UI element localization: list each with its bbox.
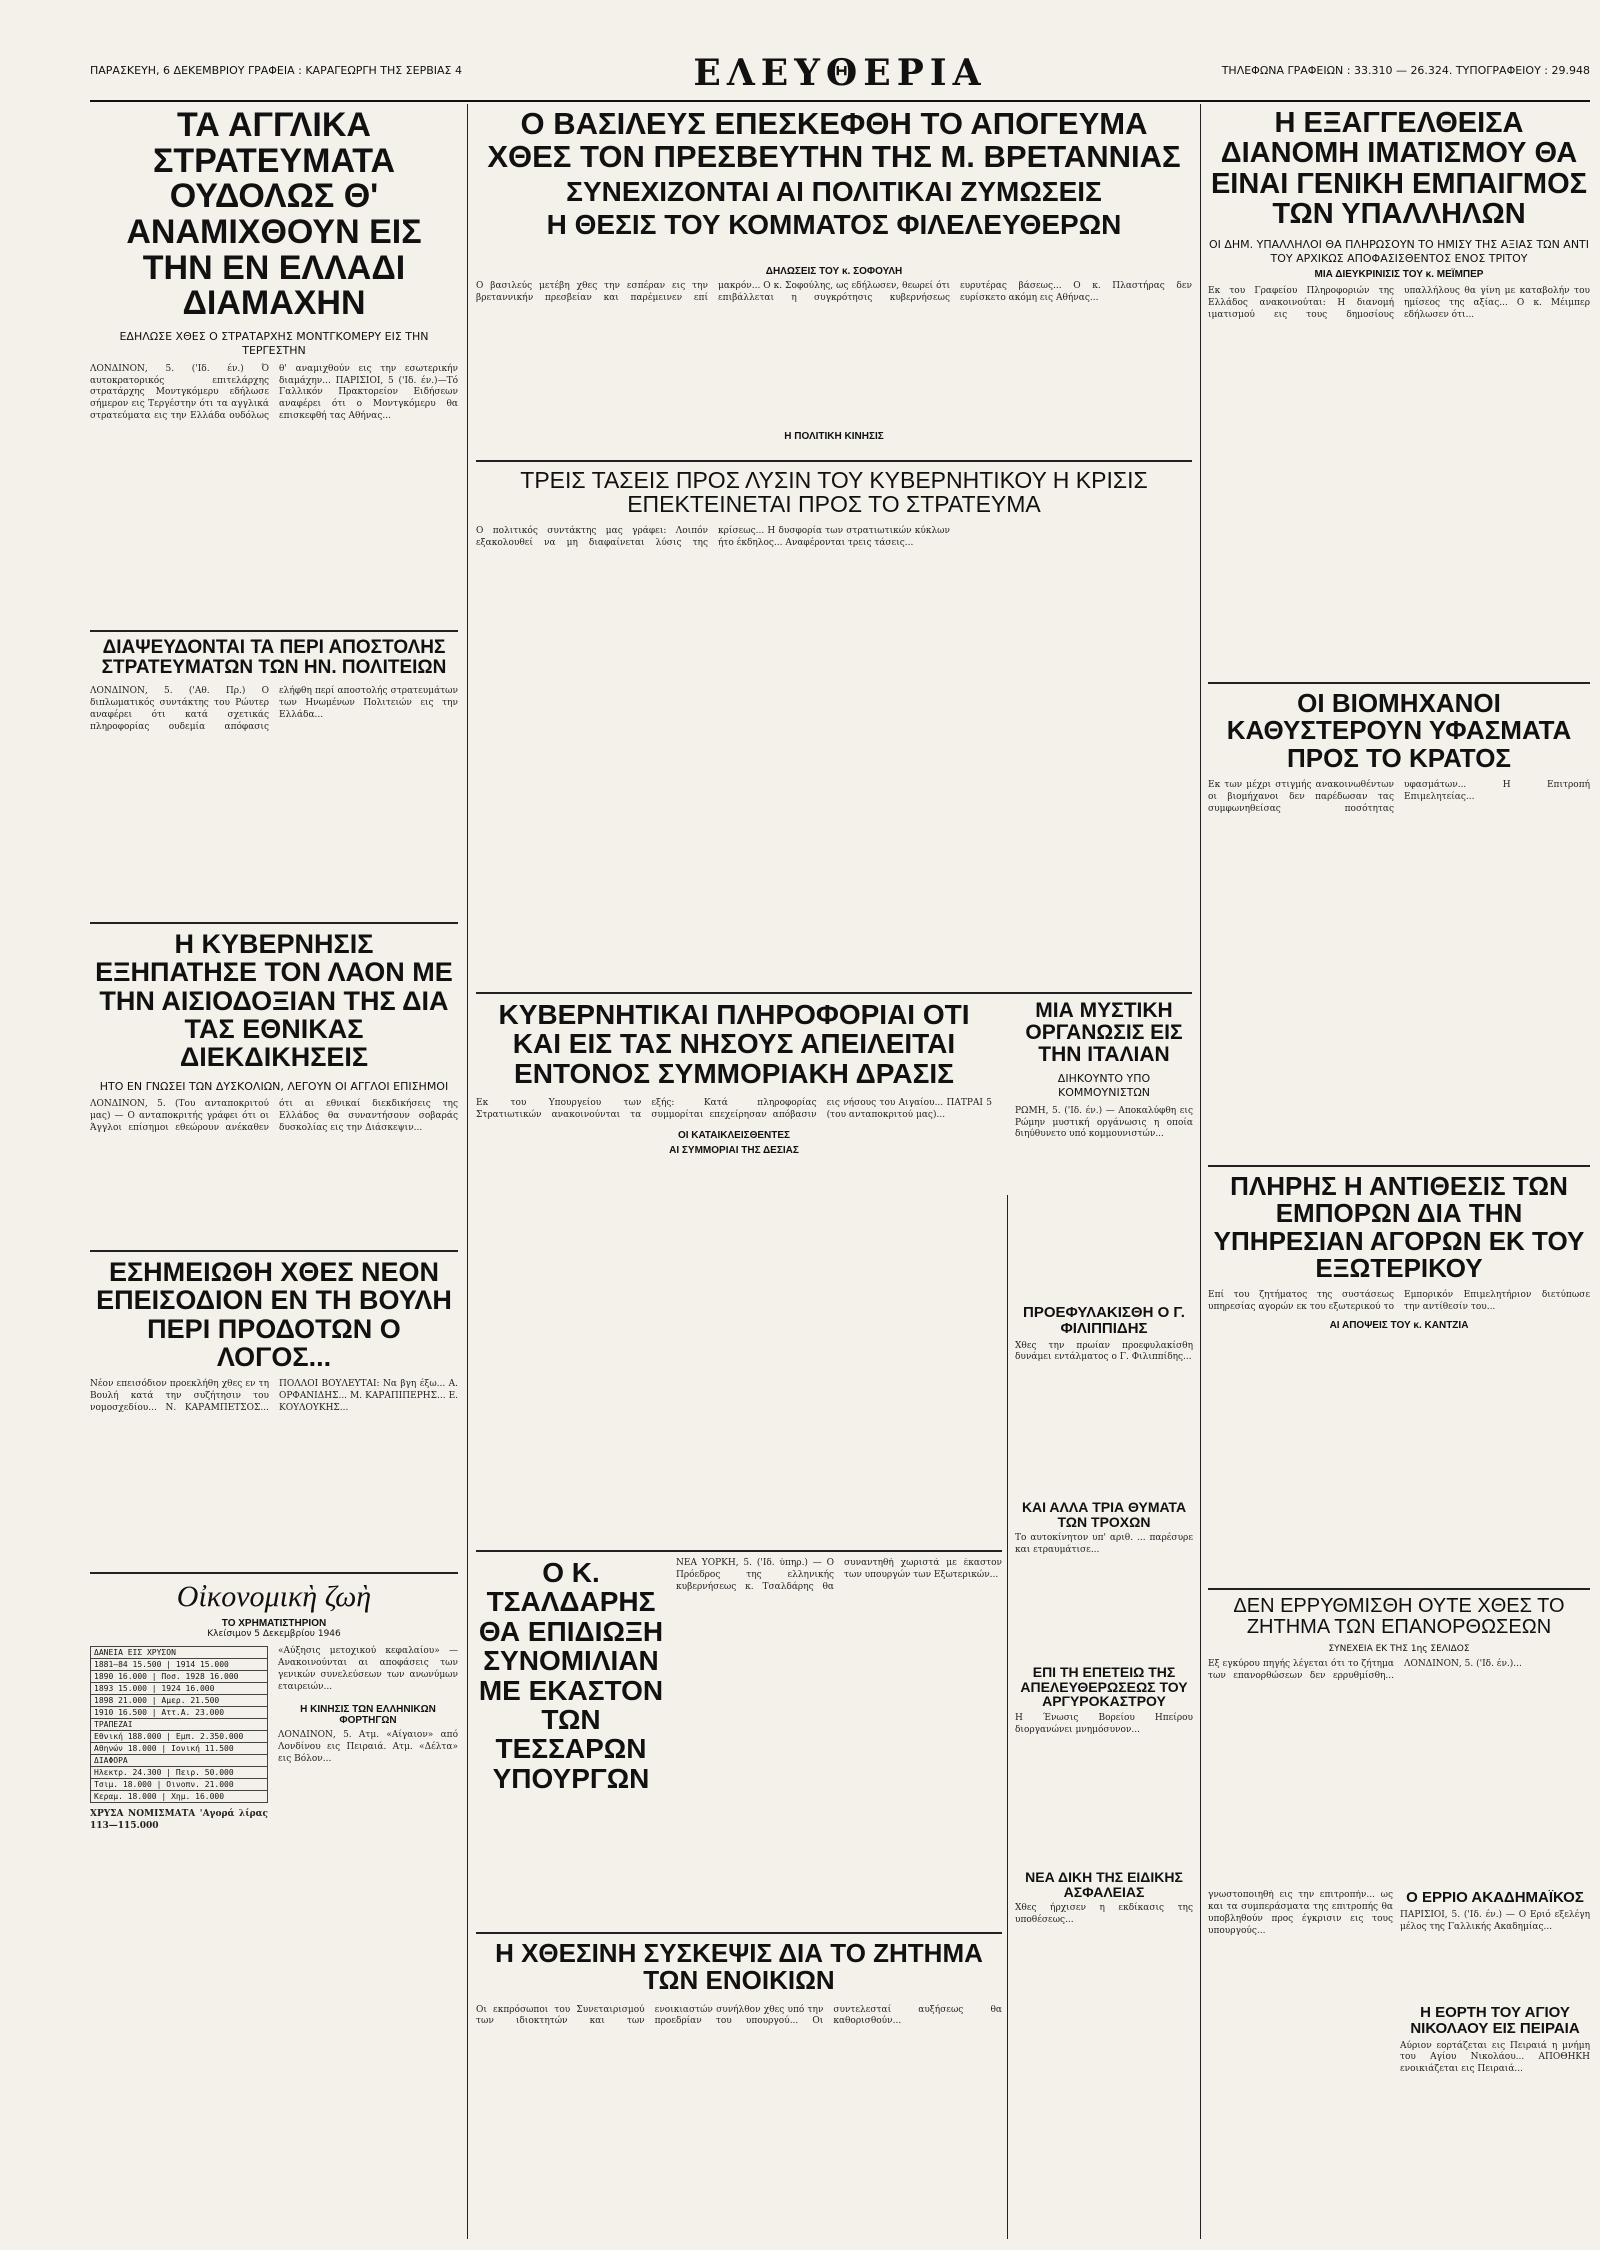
headline: ΚΑΙ ΑΛΛΑ ΤΡΙΑ ΘΥΜΑΤΑ ΤΩΝ ΤΡΟΧΩΝ	[1021, 1500, 1187, 1530]
article-body: Επί του ζητήματος της συστάσεως υπηρεσίας αγορών εκ του εξωτερικού το Εμπορικόν Επιμελητήριον διετύπωσε την αντίθεσίν του...	[1208, 1290, 1590, 1313]
headline: ΚΥΒΕΡΝΗΤΙΚΑΙ ΠΛΗΡΟΦΟΡΙΑΙ ΟΤΙ ΚΑΙ ΕΙΣ ΤΑΣ ΝΗΣΟΥΣ ΑΠΕΙΛΕΙΤΑΙ ΕΝΤΟΝΟΣ ΣΥΜΜΟΡΙΑΚΗ ΔΡΑΣΙΣ	[498, 1000, 970, 1089]
article-industrialists	[1208, 690, 1590, 1160]
article-parliament-incident	[90, 1258, 458, 1568]
table-row: Τσιμ. 18.000 | Οινοπν. 21.000	[91, 1779, 268, 1791]
caption: Η ΠΟΛΙΤΙΚΗ ΚΙΝΗΣΙΣ	[784, 431, 884, 442]
divider	[476, 1550, 1002, 1552]
headline: Η ΚΥΒΕΡΝΗΣΙΣ ΕΞΗΠΑΤΗΣΕ ΤΟΝ ΛΑΟΝ ΜΕ ΤΗΝ ΑΙΣΙΟΔΟΞΙΑΝ ΤΗΣ ΔΙΑ ΤΑΣ ΕΘΝΙΚΑΣ ΔΙΕΚΔΙΚΗΣΕΙΣ	[95, 930, 453, 1073]
article-secret-organization	[1015, 1000, 1193, 1300]
continuation-note: ΣΥΝΕΧΕΙΑ ΕΚ ΤΗΣ 1ης ΣΕΛΙΔΟΣ	[1328, 1644, 1470, 1654]
article-body: Οι εκπρόσωποι του Συνεταιρισμού των ιδιοκτητών και των ενοικιαστών συνήλθον χθες υπό την προεδρίαν του υπουργού... Οι συντελεσταί αυξήσεως θα καθορισθούν...	[476, 2004, 1002, 2027]
article-clothing-distribution	[1208, 108, 1590, 678]
article-body: Εκ των μέχρι στιγμής ανακοινωθέντων οι βιομήχανοι δεν παρέδωσαν τας συμφωνηθείσας ποσότητας υφασμάτων... Η Επιτροπή Επιμελητείας...	[1208, 779, 1590, 814]
headline: Η ΧΘΕΣΙΝΗ ΣΥΣΚΕΨΙΣ ΔΙΑ ΤΟ ΖΗΤΗΜΑ ΤΩΝ ΕΝΟΙΚΙΩΝ	[495, 1940, 983, 1996]
table-header: ΤΡΑΠΕΖΑΙ	[91, 1719, 268, 1731]
divider	[90, 1572, 458, 1574]
table-header: ΔΑΝΕΙΑ ΕΙΣ ΧΡΥΣΟΝ	[91, 1647, 268, 1659]
table-row: 1893 15.000 | 1924 16.000	[91, 1683, 268, 1695]
headline: ΠΛΗΡΗΣ Η ΑΝΤΙΘΕΣΙΣ ΤΩΝ ΕΜΠΟΡΩΝ ΔΙΑ ΤΗΝ ΥΠΗΡΕΣΙΑΝ ΑΓΟΡΩΝ ΕΚ ΤΟΥ ΕΞΩΤΕΡΙΚΟΥ	[1213, 1173, 1585, 1283]
caption: ΑΙ ΣΥΜΜΟΡΙΑΙ ΤΗΣ ΔΕΣΙΑΣ	[669, 1144, 799, 1156]
loans-table	[90, 1646, 268, 1803]
article-body: Αύριον εορτάζεται εις Πειραιά η μνήμη του Αγίου Νικολάου... ΑΠΟΘΗΚΗ ενοικιάζεται εις Πειραιά...	[1400, 2040, 1590, 2075]
headline: ΤΡΕΙΣ ΤΑΣΕΙΣ ΠΡΟΣ ΛΥΣΙΝ ΤΟΥ ΚΥΒΕΡΝΗΤΙΚΟΥ Η ΚΡΙΣΙΣ ΕΠΕΚΤΕΙΝΕΤΑΙ ΠΡΟΣ ΤΟ ΣΤΡΑΤΕΥΜΑ	[520, 468, 1148, 518]
newspaper-title: ΕΛΕΥΘΕΡΙΑ	[693, 52, 987, 94]
subheadline: ΕΔΗΛΩΣΕ ΧΘΕΣ Ο ΣΤΡΑΤΑΡΧΗΣ ΜΟΝΤΓΚΟΜΕΡΥ ΕΙΣ ΤΗΝ ΤΕΡΓΕΣΤΗΝ	[119, 330, 429, 357]
divider	[476, 1932, 1002, 1934]
article-us-troops	[90, 638, 458, 918]
headline: ΕΣΗΜΕΙΩΘΗ ΧΘΕΣ ΝΕΟΝ ΕΠΕΙΣΟΔΙΟΝ ΕΝ ΤΗ ΒΟΥΛΗ ΠΕΡΙ ΠΡΟΔΟΤΩΝ Ο ΛΟΓΟΣ...	[96, 1258, 452, 1373]
article-merchants-opposition	[1208, 1173, 1590, 1583]
article-body: ΠΑΡΙΣΙΟΙ, 5. ('Ιδ. έν.) — Ο Εριό εξελέγη μέλος της Γαλλικής Ακαδημίας...	[1400, 1909, 1590, 1932]
headline: ΕΠΙ ΤΗ ΕΠΕΤΕΙΩ ΤΗΣ ΑΠΕΛΕΥΘΕΡΩΣΕΩΣ ΤΟΥ ΑΡΓΥΡΟΚΑΣΤΡΟΥ	[1020, 1665, 1188, 1710]
divider	[476, 992, 1192, 994]
headline: Ο Κ. ΤΣΑΛΔΑΡΗΣ ΘΑ ΕΠΙΔΙΩΞΗ ΣΥΝΟΜΙΛΙΑΝ ΜΕ ΕΚΑΣΤΟΝ ΤΩΝ ΤΕΣΣΑΡΩΝ ΥΠΟΥΡΓΩΝ	[478, 1558, 664, 1794]
table-row: Εθνική 188.000 | Εμπ. 2.350.000	[91, 1731, 268, 1743]
table-row: 1890 16.000 | Ποσ. 1928 16.000	[91, 1671, 268, 1683]
headline: ΟΙ ΒΙΟΜΗΧΑΝΟΙ ΚΑΘΥΣΤΕΡΟΥΝ ΥΦΑΣΜΑΤΑ ΠΡΟΣ ΤΟ ΚΡΑΤΟΣ	[1226, 690, 1572, 773]
caption: ΜΙΑ ΔΙΕΥΚΡΙΝΙΣΙΣ ΤΟΥ κ. ΜΕΪΜΠΕΡ	[1314, 269, 1484, 281]
article-tsaldaris	[476, 1558, 1002, 1928]
headline: ΜΙΑ ΜΥΣΤΙΚΗ ΟΡΓΑΝΩΣΙΣ ΕΙΣ ΤΗΝ ΙΤΑΛΙΑΝ	[1025, 1000, 1183, 1067]
headline: Η ΕΞΑΓΓΕΛΘΕΙΣΑ ΔΙΑΝΟΜΗ ΙΜΑΤΙΣΜΟΥ ΘΑ ΕΙΝΑΙ ΓΕΝΙΚΗ ΕΜΠΑΙΓΜΟΣ ΤΩΝ ΥΠΑΛΛΗΛΩΝ	[1210, 108, 1588, 231]
divider	[90, 922, 458, 924]
divider	[1208, 1165, 1590, 1167]
article-body: ΡΩΜΗ, 5. ('Ιδ. έν.) — Αποκαλύφθη εις Ρώμην μυστική οργάνωσις η οποία διηύθυνετο υπό κομμουνιστών...	[1015, 1105, 1193, 1140]
article-body: ΛΟΝΔΙΝΟΝ, 5. (Του ανταποκριτού μας) — Ο ανταποκριτής γράφει ότι οι Άγγλοι επίσημοι εθεώρουν ανέκαθεν ότι αι εθνικαί διεκδικήσεις της Ελλάδος θα συναντήσουν σοβαράς δυσκολίας εις την Διάσκεψιν...	[90, 1099, 458, 1134]
table-row: Αθηνών 18.000 | Ιονική 11.500	[91, 1743, 268, 1755]
divider	[1208, 1588, 1590, 1590]
headline: ΔΕΝ ΕΡΡΥΘΜΙΣΘΗ ΟΥΤΕ ΧΘΕΣ ΤΟ ΖΗΤΗΜΑ ΤΩΝ ΕΠΑΝΟΡΘΩΣΕΩΝ	[1233, 1596, 1565, 1638]
article-filippidis	[1015, 1305, 1193, 1495]
article-british-troops	[90, 108, 458, 628]
article-king-visit-headlines	[476, 108, 1192, 263]
article-new-trial	[1015, 1870, 1193, 2235]
table-row: Ηλεκτρ. 24.300 | Πειρ. 50.000	[91, 1767, 268, 1779]
subheadline: ΟΙ ΔΗΜ. ΥΠΑΛΛΗΛΟΙ ΘΑ ΠΛΗΡΩΣΟΥΝ ΤΟ ΗΜΙΣΥ ΤΗΣ ΑΞΙΑΣ ΤΩΝ ΑΝΤΙ ΤΟΥ ΑΡΧΙΚΩΣ ΑΠΟΦΑΣΙΣΘΕΝΤΟΣ ΕΝΟΣ ΤΡΙΤΟΥ	[1208, 237, 1590, 265]
headline: ΤΑ ΑΓΓΛΙΚΑ ΣΤΡΑΤΕΥΜΑΤΑ ΟΥΔΟΛΩΣ Θ' ΑΝΑΜΙΧΘΟΥΝ ΕΙΣ ΤΗΝ ΕΝ ΕΛΛΑΔΙ ΔΙΑΜΑΧΗΝ	[126, 108, 422, 323]
table-row: Κεραμ. 18.000 | Χημ. 16.000	[91, 1791, 268, 1803]
article-herriot	[1400, 1890, 1590, 2000]
article-body: Ο πολιτικός συντάκτης μας γράφει: Λοιπόν εξακολουθεί να μη διαφαίνεται λύσις της κρίσεως... Η δυσφορία των στρατιωτικών κύκλων ήτο έκδηλος... Αναφέρονται τρεις τάσεις...	[476, 526, 950, 549]
divider	[476, 460, 1192, 462]
headline: ΠΡΟΕΦΥΛΑΚΙΣΘΗ Ο Γ. ΦΙΛΙΠΠΙΔΗΣ	[1023, 1305, 1185, 1337]
article-body: Εξ εγκύρου πηγής λέγεται ότι το ζήτημα των επανορθώσεων δεν ερρυθμίσθη... ΛΟΝΔΙΝΟΝ, 5. ('Ιδ. έν.)...	[1208, 1659, 1522, 1682]
divider	[90, 630, 458, 632]
article-government-deceived	[90, 930, 458, 1245]
reparations-continued: γνωστοποιηθή εις την επιτροπήν... ως και τα συμπεράσματα της επιτροπής θα υποβληθούν προς έγκρισιν εις τους υπουργούς...	[1208, 1890, 1393, 1936]
masthead-phones: ΤΗΛΕΦΩΝΑ ΓΡΑΦΕΙΩΝ : 33.310 — 26.324. ΤΥΠΟΓΡΑΦΕΙΟΥ : 29.948	[1221, 64, 1590, 77]
headline: ΝΕΑ ΔΙΚΗ ΤΗΣ ΕΙΔΙΚΗΣ ΑΣΦΑΛΕΙΑΣ	[1025, 1870, 1183, 1900]
masthead-date-address: ΠΑΡΑΣΚΕΥΗ, 6 ΔΕΚΕΜΒΡΙΟΥ ΓΡΑΦΕΙΑ : ΚΑΡΑΓΕΩΡΓΗ ΤΗΣ ΣΕΡΒΙΑΣ 4	[90, 64, 462, 77]
masthead	[90, 52, 1590, 102]
market-title: ΤΟ ΧΡΗΜΑΤΙΣΤΗΡΙΟΝ	[221, 1618, 327, 1629]
finance-section	[90, 1580, 458, 2235]
table-row: 1910 16.500 | Αττ.Α. 23.000	[91, 1707, 268, 1719]
article-saint-nicholas	[1400, 2005, 1590, 2235]
article-body: ΛΟΝΔΙΝΟΝ, 5. ('Αθ. Πρ.) Ο διπλωματικός συντάκτης του Ρώυτερ αναφέρει ότι κατά σχετικάς πληροφορίας ουδεμία απόφασις ελήφθη περί αποστολής στρατευμάτων των Ηνωμένων Πολιτειών εις την Ελλάδα...	[90, 685, 458, 732]
article-argyrokastro	[1015, 1665, 1193, 1865]
article-islands-bandits	[476, 1000, 992, 1545]
table-row: 1881—84 15.500 | 1914 15.000	[91, 1659, 268, 1671]
article-body: Το αυτοκίνητον υπ' αριθ. ... παρέσυρε και ετραυμάτισε...	[1015, 1533, 1193, 1556]
headline: Η ΕΟΡΤΗ ΤΟΥ ΑΓΙΟΥ ΝΙΚΟΛΑΟΥ ΕΙΣ ΠΕΙΡΑΙΑ	[1410, 2005, 1580, 2037]
article-body: Χθες ήρχισεν η εκδίκασις της υποθέσεως...	[1015, 1903, 1193, 1926]
shipping-body: ΛΟΝΔΙΝΟΝ, 5. Ατμ. «Αίγαιον» από Λονδίνου εις Πειραιά. Ατμ. «Δέλτα» εις Βόλον...	[278, 1729, 458, 1764]
article-reparations	[1208, 1596, 1590, 1886]
column-rule	[1200, 104, 1201, 2239]
table-row: 1898 21.000 | Αμερ. 21.500	[91, 1695, 268, 1707]
divider	[1208, 682, 1590, 684]
finance-title: Οἰκονομικὴ ζωὴ	[176, 1580, 372, 1613]
headline-3: Η ΘΕΣΙΣ ΤΟΥ ΚΟΜΜΑΤΟΣ ΦΙΛΕΛΕΥΘΕΡΩΝ	[546, 209, 1122, 241]
gold-note: ΧΡΥΣΑ ΝΟΜΙΣΜΑΤΑ 'Αγορά λίρας 113—115.000	[90, 1809, 268, 1832]
article-body: ΛΟΝΔΙΝΟΝ, 5. ('Ιδ. έν.) Ό αυτοκρατορικός επιτελάρχης στρατάρχης Μοντγκόμερυ εδήλωσε σήμερον εις Τεργέστην ότι τα αγγλικά στρατεύματα εις την Ελλάδα ουδόλως θ' αναμιχθούν εις την εσωτερικήν διαμάχην... ΠΑΡΙΣΙΟΙ, 5 ('Ιδ. έν.)—Τό Γαλλικόν Πρακτορείον Ειδήσεων αναφέρει ότι ο Μοντγκόμερυ θα επισκεφθή τας Αθήνας...	[90, 363, 458, 422]
article-body: Εκ του Υπουργείου των Στρατιωτικών ανακοινούνται τα εξής: Κατά πληροφορίας συμμορίται επεχείρησαν απόβασιν εις νήσους του Αιγαίου... ΠΑΤΡΑΙ 5 (του ανταποκριτού μας)...	[476, 1098, 992, 1121]
article-body: Ο βασιλεύς μετέβη χθες την εσπέραν εις την βρεταννικήν πρεσβείαν και παρέμεινεν επί μακρόν... Ο κ. Σοφούλης, ως εδήλωσεν, θεωρεί ότι επιβάλλεται η συγκρότησις κυβερνήσεως ευρυτέρας βάσεως... Ο κ. Πλαστήρας δεν ευρίσκετο ακόμη εις Αθήνας...	[476, 281, 1192, 303]
article-political-body	[476, 266, 1192, 456]
article-body: Εκ του Γραφείου Πληροφοριών της Ελλάδος ανακοινούται: Η διανομή ιματισμού εις τους δημοσίους υπαλλήλους θα γίνη με καταβολήν του ημίσεος της αξίας... Ο κ. Μέιμπερ εδήλωσεν ότι...	[1208, 286, 1590, 320]
caption: ΟΙ ΚΑΤΑΙΚΛΕΙΣΘΕΝΤΕΣ	[677, 1129, 791, 1141]
headline-2: ΣΥΝΕΧΙΖΟΝΤΑΙ ΑΙ ΠΟΛΙΤΙΚΑΙ ΖΥΜΩΣΕΙΣ	[566, 176, 1102, 208]
column-rule	[467, 104, 468, 2239]
article-body: ΝΕΑ ΥΟΡΚΗ, 5. ('Ιδ. ύπηρ.) — Ο Πρόεδρος της ελληνικής κυβερνήσεως κ. Τσαλδάρης θα συναντηθή χωριστά με έκαστον των υπουργών των Εξωτερικών...	[676, 1558, 1002, 1592]
headline: Ο ΒΑΣΙΛΕΥΣ ΕΠΕΣΚΕΦΘΗ ΤΟ ΑΠΟΓΕΥΜΑ ΧΘΕΣ ΤΟΝ ΠΡΕΣΒΕΥΤΗΝ ΤΗΣ Μ. ΒΡΕΤΑΝΝΙΑΣ	[487, 108, 1181, 174]
article-body: Χθες την πρωίαν προεφυλακίσθη δυνάμει εντάλματος ο Γ. Φιλιππίδης...	[1015, 1340, 1193, 1363]
table-header: ΔΙΑΦΟΡΑ	[91, 1755, 268, 1767]
caption: ΔΗΛΩΣΕΙΣ ΤΟΥ κ. ΣΟΦΟΥΛΗ	[765, 266, 903, 277]
article-body: Νέον επεισόδιον προεκλήθη χθες εν τη Βουλή κατά την συζήτησιν του νομοσχεδίου... Ν. ΚΑΡΑΜΠΕΤΣΟΣ... ΠΟΛΛΟΙ ΒΟΥΛΕΥΤΑΙ: Να βγη έξω... Α. ΟΡΦΑΝΙΔΗΣ... Μ. ΚΑΡΑΠΙΠΕΡΗΣ... Ε. ΚΟΥΛΟΥΚΗΣ...	[90, 1379, 458, 1414]
caption: ΑΙ ΑΠΟΨΕΙΣ ΤΟΥ κ. ΚΑΝΤΖΙΑ	[1329, 1319, 1469, 1331]
headline: Ο ΕΡΡΙΟ ΑΚΑΔΗΜΑΪΚΟΣ	[1406, 1890, 1584, 1906]
article-body: Η Ένωσις Βορείου Ηπείρου διοργανώνει μνημόσυνον...	[1015, 1713, 1193, 1735]
article-three-trends	[476, 468, 1192, 988]
divider	[90, 1250, 458, 1252]
subheadline: ΔΙΗΚΟΥΝΤΟ ΥΠΟ ΚΟΜΜΟΥΝΙΣΤΩΝ	[1057, 1072, 1151, 1099]
market-date: Κλείσιμον 5 Δεκεμβρίου 1946	[207, 1629, 341, 1639]
article-rents-meeting	[476, 1940, 1002, 2235]
shipping-title: Η ΚΙΝΗΣΙΣ ΤΩΝ ΕΛΛΗΝΙΚΩΝ ΦΟΡΤΗΓΩΝ	[300, 1703, 436, 1726]
headline: ΔΙΑΨΕΥΔΟΝΤΑΙ ΤΑ ΠΕΡΙ ΑΠΟΣΤΟΛΗΣ ΣΤΡΑΤΕΥΜΑΤΩΝ ΤΩΝ ΗΝ. ΠΟΛΙΤΕΙΩΝ	[101, 638, 447, 678]
article-road-victims	[1015, 1500, 1193, 1660]
subheadline: ΗΤΟ ΕΝ ΓΝΩΣΕΙ ΤΩΝ ΔΥΣΚΟΛΙΩΝ, ΛΕΓΟΥΝ ΟΙ ΑΓΓΛΟΙ ΕΠΙΣΗΜΟΙ	[99, 1079, 449, 1093]
finance-notes: «Αύξησις μετοχικού κεφαλαίου» — Ανακοινούνται αι αποφάσεις των γενικών συνελεύσεων των ανωνύμων εταιρειών...	[278, 1646, 458, 1692]
column-rule	[1007, 1195, 1008, 2239]
